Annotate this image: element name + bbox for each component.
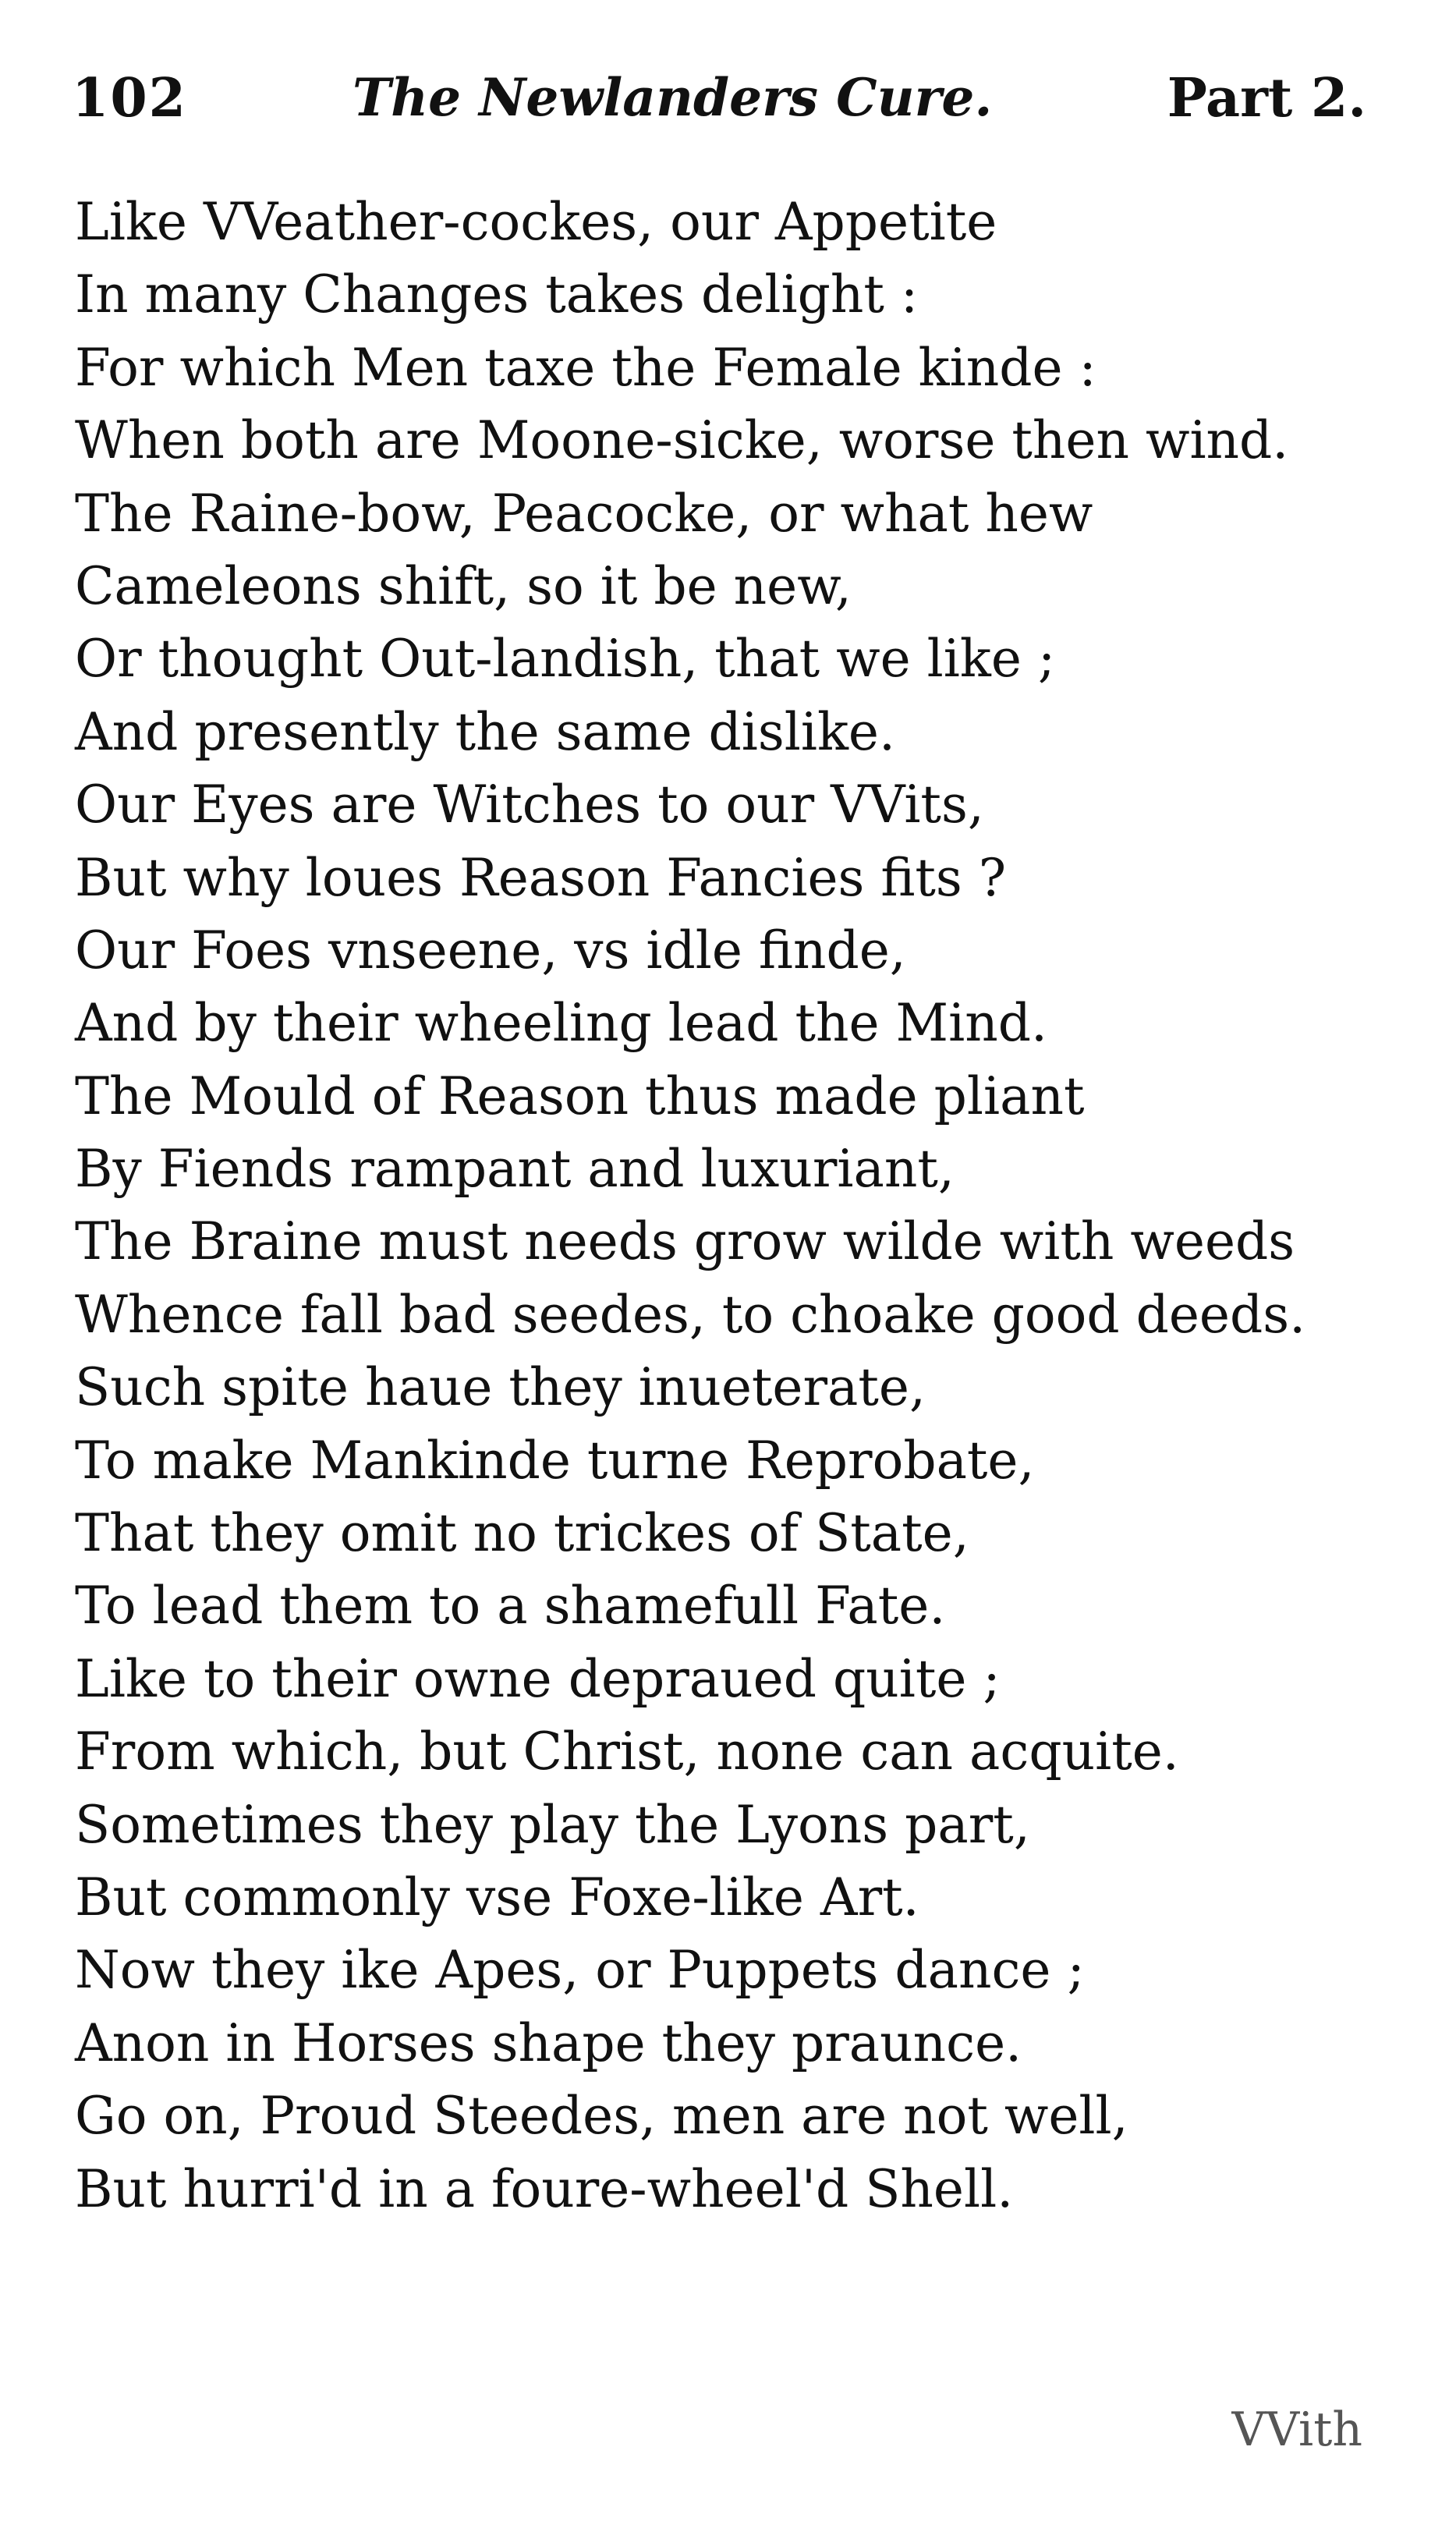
poem-line: But why loues Reason Fancies fits ? — [75, 847, 1007, 908]
poem-line: But hurri'd in a foure-wheel'd Shell. — [75, 2158, 1014, 2219]
poem-line: Our Foes vnseene, vs idle finde, — [75, 920, 906, 980]
poem-line: When both are Moone-sicke, worse then wind. — [75, 410, 1289, 471]
poem-line: Such spite haue they inueterate, — [75, 1357, 926, 1418]
poem-line: Like VVeather-cockes, our Appetite — [75, 192, 997, 252]
poem-line: That they omit no trickes of State, — [75, 1503, 969, 1564]
poem-line: Cameleons shift, so it be new, — [75, 555, 852, 616]
running-title: The Newlanders Cure. — [352, 67, 993, 128]
poem-line: Anon in Horses shape they praunce. — [75, 2012, 1022, 2073]
poem-line: And presently the same dislike. — [75, 701, 895, 762]
part-label: Part 2. — [1167, 67, 1366, 129]
poem-line: Or thought Out-landish, that we like ; — [75, 629, 1056, 690]
poem-line: Our Eyes are Witches to our VVits, — [75, 775, 984, 835]
poem-line: To lead them to a shamefull Fate. — [75, 1576, 946, 1636]
page-header — [72, 67, 1366, 153]
poem-line: The Raine-bow, Peacocke, or what hew — [75, 483, 1093, 544]
poem-line: From which, but Christ, none can acquite. — [75, 1722, 1179, 1782]
poem-text — [75, 186, 1385, 2225]
poem-line: By Fiends rampant and luxuriant, — [75, 1139, 955, 1200]
catchword: VVith — [1231, 2402, 1362, 2457]
poem-line: In many Changes takes delight : — [75, 264, 919, 325]
page-number: 102 — [72, 67, 187, 129]
poem-line: But commonly vse Foxe-like Art. — [75, 1867, 919, 1927]
poem-line: And by their wheeling lead the Mind. — [75, 993, 1047, 1054]
poem-line: Now they ike Apes, or Puppets dance ; — [75, 1940, 1085, 2001]
poem-line: Like to their owne depraued quite ; — [75, 1648, 1001, 1709]
poem-line: Go on, Proud Steedes, men are not well, — [75, 2086, 1128, 2147]
poem-line: To make Mankinde turne Reprobate, — [75, 1430, 1035, 1491]
poem-line: The Braine must needs grow wilde with weeds — [75, 1211, 1295, 1272]
poem-line: For which Men taxe the Female kinde : — [75, 337, 1096, 398]
poem-line: The Mould of Reason thus made pliant — [75, 1066, 1085, 1126]
poem-line: Whence fall bad seedes, to choake good deeds. — [75, 1284, 1306, 1345]
poem-line: Sometimes they play the Lyons part, — [75, 1794, 1030, 1855]
